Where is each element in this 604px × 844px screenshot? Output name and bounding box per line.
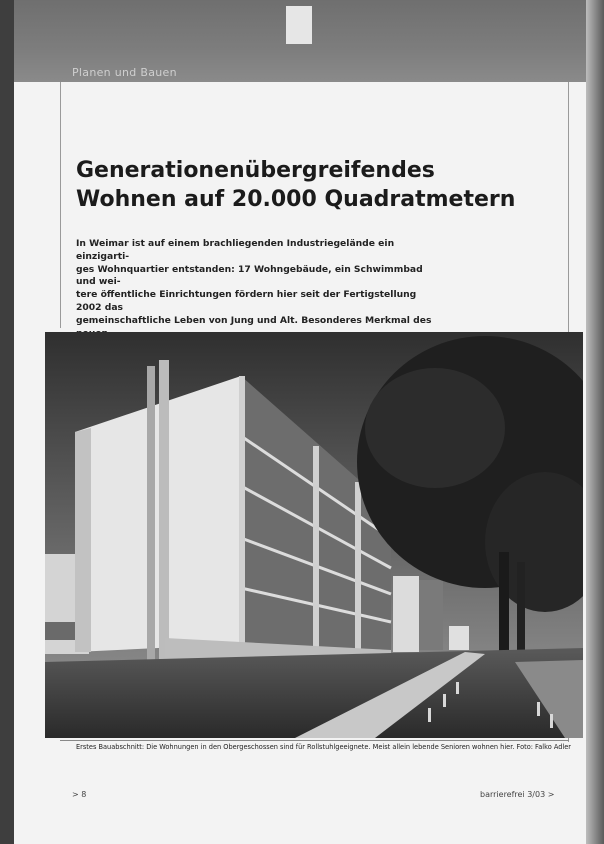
page-edge-shadow: [586, 0, 604, 844]
section-label: Planen und Bauen: [72, 66, 177, 79]
headline-line-2: Wohnen auf 20.000 Quadratmetern: [76, 187, 516, 212]
page-number-left: > 8: [72, 790, 87, 799]
building-photo: [45, 332, 583, 738]
page-number-right: barrierefrei 3/03 >: [480, 790, 555, 799]
lead-line: In Weimar ist auf einem brachliegenden Industriegelände ein einzigarti-: [76, 238, 395, 262]
left-rule: [60, 82, 61, 328]
caption-rule: [60, 740, 569, 741]
headline-line-1: Generationenübergreifendes: [76, 158, 435, 183]
tab-marker: [286, 6, 312, 44]
headline: [76, 156, 516, 214]
photo-caption: Erstes Bauabschnitt: Die Wohnungen in den Obergeschossen sind für Rollstuhlgeeignete. Meist allein lebende Senioren wohnen hier. Foto: Falko Adler: [76, 743, 571, 751]
lead-line: tere öffentliche Einrichtungen fördern hier seit der Fertigstellung 2002 das: [76, 289, 417, 313]
lead-line: gemeinschaftliche Leben von Jung und Alt. Besonderes Merkmal des: [76, 314, 432, 326]
lead-line: ges Wohnquartier entstanden: 17 Wohngebäude, ein Schwimmbad und wei-: [76, 263, 423, 288]
